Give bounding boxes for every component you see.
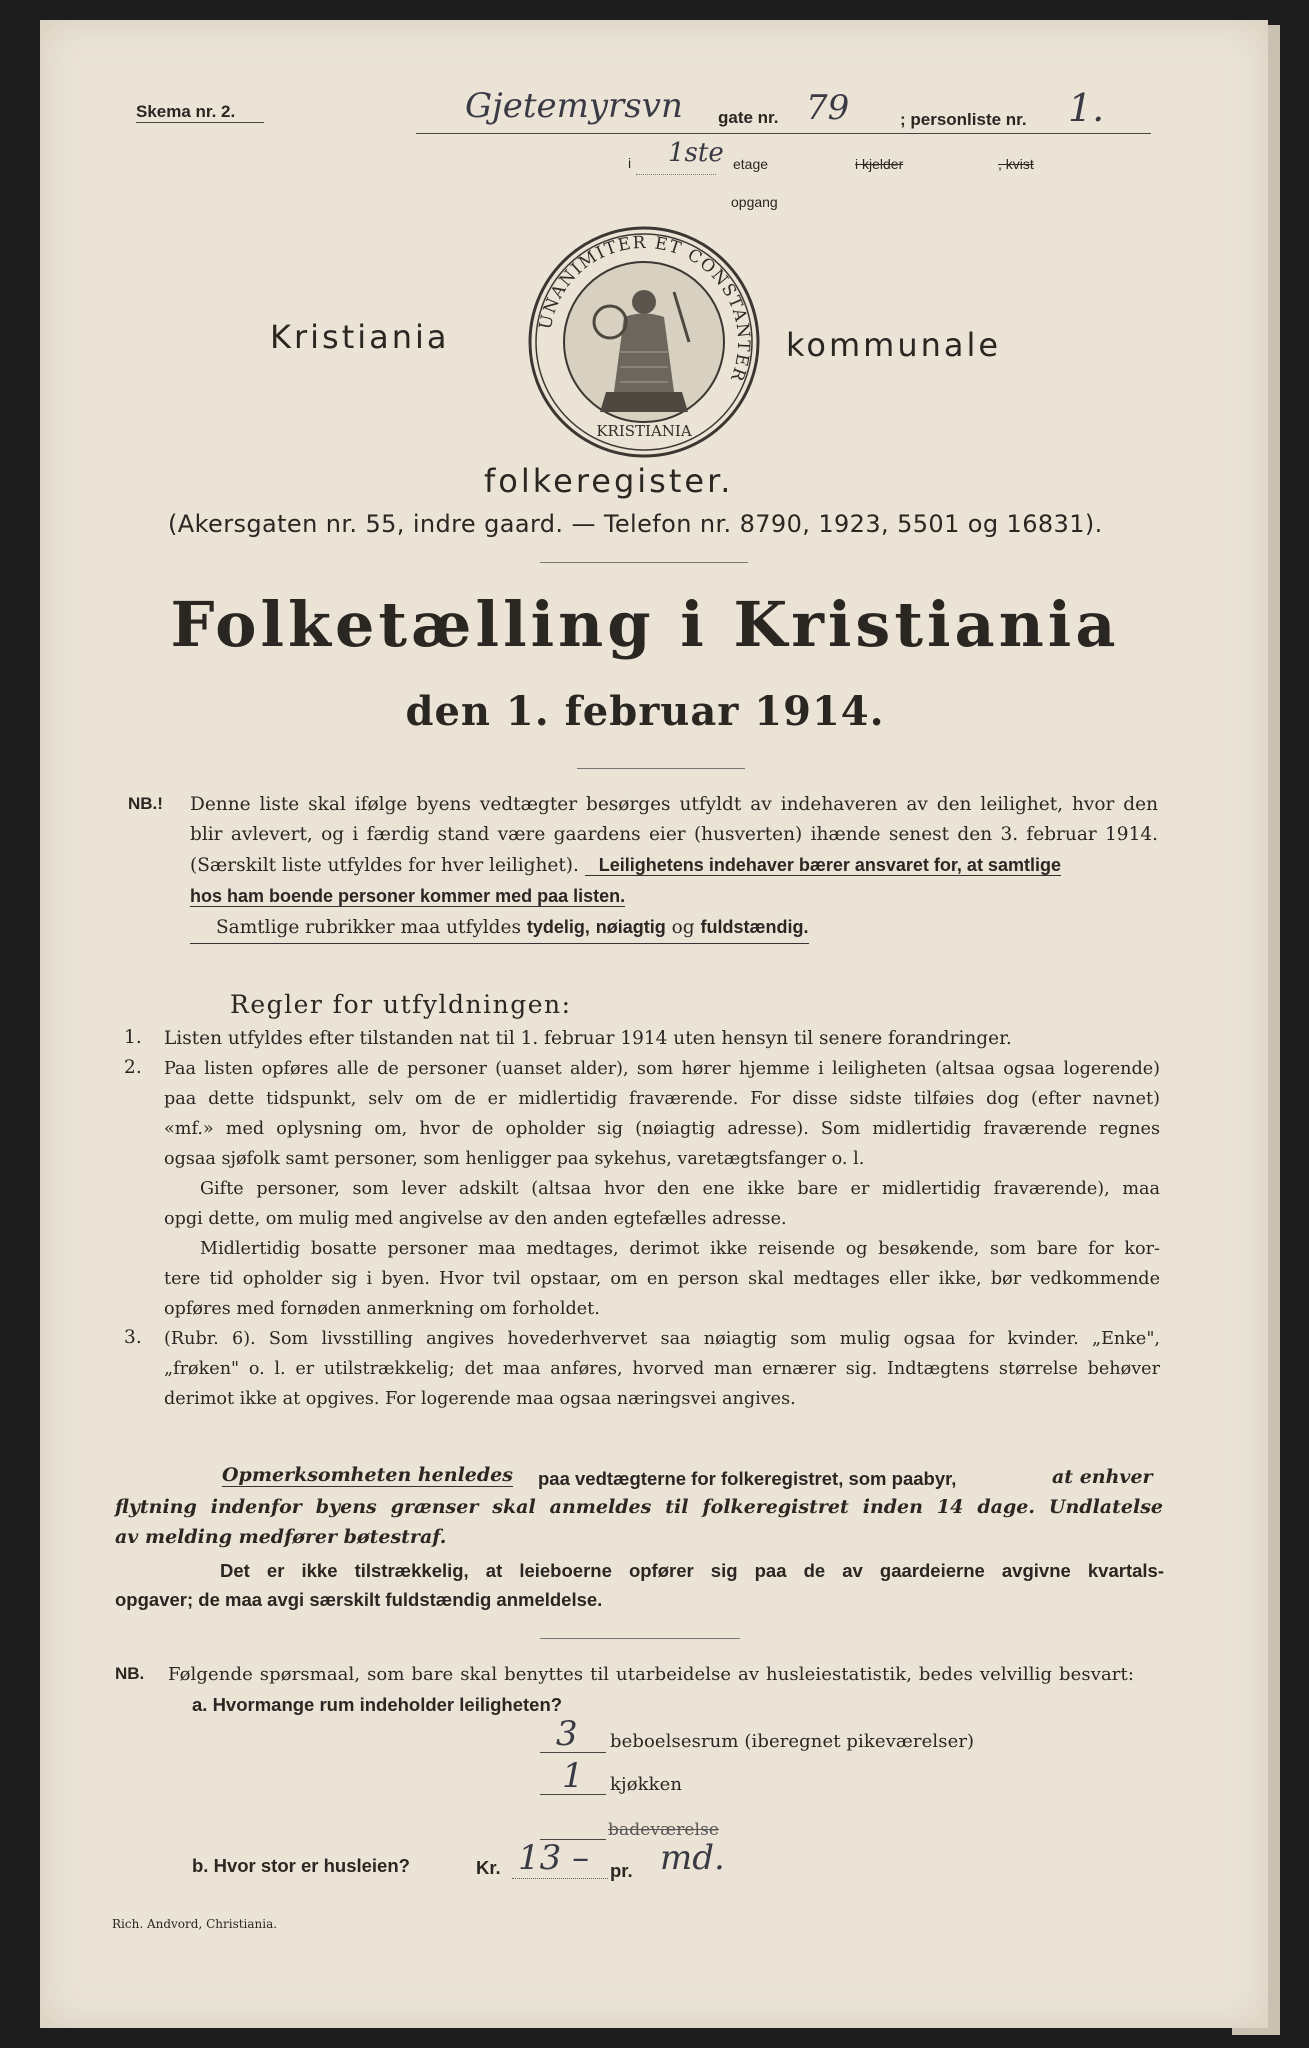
rooms-value-handwritten: 3 (556, 1714, 578, 1754)
nb-label: NB.! (128, 794, 163, 813)
floor-prefix: i (628, 155, 632, 171)
kristiania-city-seal-icon (524, 222, 764, 462)
rent-underline (512, 1878, 608, 1879)
question-b: b. Hvor stor er husleien? (192, 1855, 410, 1876)
rent-value-handwritten: 13 – (518, 1838, 590, 1878)
nb-tydelig: tydelig, (526, 917, 590, 937)
rule-1-line-1: Listen utfyldes efter tilstanden nat til 1. februar 1914 uten hensyn til senere forandringer. (164, 1028, 1012, 1049)
floor-underline (636, 174, 716, 175)
rule-3-number: 3. (124, 1327, 142, 1348)
rule-2-line-2: paa dette tidspunkt, selv om de er midlertidig fraværende. For disse sidste tilføies dog (efter navnet) (164, 1089, 1160, 1109)
gate-number-handwritten: 79 (806, 88, 850, 128)
kristiania-word: Kristiania (270, 318, 450, 356)
rule-2-line-4: ogsaa sjøfolk samt personer, som henligger paa sykehus, varetægtsfanger o. l. (164, 1149, 865, 1169)
nb-line-3: (Særskilt liste utfyldes for hver leilighet). (190, 855, 579, 876)
kitchen-label: kjøkken (610, 1774, 683, 1795)
header-underline (416, 133, 1151, 134)
rule-3-text (164, 1324, 1160, 1414)
attention-line-3: av melding medfører bøtestraf. (115, 1526, 447, 1548)
printer-imprint: Rich. Andvord, Christiania. (112, 1917, 278, 1931)
personliste-number-handwritten: 1. (1068, 86, 1105, 130)
rule-1-text (164, 1024, 1156, 1054)
rule-2-number: 2. (124, 1057, 142, 1078)
seal-ring-text: UNANIMITER ET CONSTANTER (535, 232, 754, 385)
nb-responsibility-text: Leilighetens indehaver bærer ansvaret for, at samtlige (585, 855, 1061, 876)
question-a: a. Hvormange rum indeholder leiligheten? (192, 1694, 563, 1715)
skema-number: Skema nr. 2. (136, 102, 236, 121)
nb-line-2: blir avlevert, og i færdig stand være gaardens eier (husverten) ihænde senest den 3. februar 1914. (190, 824, 1158, 845)
attention-lead: Opmerksomheten henledes (222, 1464, 513, 1486)
bathroom-label-struck: badeværelse (608, 1820, 720, 1840)
form-date: den 1. februar 1914. (405, 688, 885, 735)
kr-label: Kr. (476, 1857, 501, 1878)
rule-1-number: 1. (124, 1027, 142, 1048)
nb2-text: Følgende spørsmaal, som bare skal benyttes til utarbeidelse av husleiestatistik, bedes velvillig besvart: (168, 1664, 1134, 1685)
rule-2-line-9: opføres med fornøden anmerkning om forholdet. (164, 1299, 600, 1319)
rooms-underline (540, 1752, 606, 1753)
attention-line-5: opgaver; de maa avgi særskilt fuldstændig anmeldelse. (115, 1589, 603, 1610)
seal-bottom-text: KRISTIANIA (596, 422, 692, 440)
nb-notice-text (190, 790, 1158, 944)
attention-line-2: flytning indenfor byens grænser skal anmeldes til folkeregistret inden 14 dage. Undlatelse (115, 1496, 1163, 1518)
per-label: pr. (610, 1860, 633, 1881)
divider-2 (577, 768, 745, 769)
attention-enhver: at enhver (1052, 1466, 1153, 1488)
gate-label: gate nr. (718, 108, 779, 127)
kommunale-word: kommunale (786, 326, 1002, 364)
folkeregister-word: folkeregister. (484, 462, 734, 500)
street-name-handwritten: Gjetemyrsvn (465, 86, 683, 126)
opgang-label: opgang (731, 194, 778, 210)
rule-2-text (164, 1054, 1160, 1324)
personliste-label: ; personliste nr. (900, 110, 1027, 129)
nb-noiagtig: nøiagtig (595, 917, 666, 937)
divider-3 (540, 1638, 740, 1639)
form-title: Folketælling i Kristiania (170, 588, 1120, 661)
rule-2-line-1: Paa listen opføres alle de personer (uanset alder), som hører hjemme i leiligheten (altsaa ogsaa logerende) (164, 1059, 1160, 1079)
rules-heading: Regler for utfyldningen: (230, 990, 572, 1019)
nb-responsibility-text-2: hos ham boende personer kommer med paa listen. (190, 886, 626, 906)
rule-2-line-8: tere tid opholder sig i byen. Hvor tvil opstaar, om en person skal medtages eller ikke, bør vedkommende (164, 1269, 1160, 1289)
rule-2-line-3: «mf.» med oplysning om, hvor de opholder sig (nøiagtig adresse). Som midlertidig fraværende regnes (164, 1119, 1160, 1139)
nb-line-1: Denne liste skal ifølge byens vedtægter besørges utfyldt av indehaveren av den leilighet, hvor den (190, 794, 1158, 815)
office-address: (Akersgaten nr. 55, indre gaard. — Telefon nr. 8790, 1923, 5501 og 16831). (168, 510, 1103, 538)
nb2-label: NB. (115, 1664, 145, 1683)
floor-handwritten: 1ste (668, 138, 724, 168)
rule-3-line-2: „frøken" o. l. er utilstrækkelig; det maa anføres, hvorved man ernærer sig. Indtægtens størrelse behøver (164, 1359, 1160, 1379)
rule-2-line-6: opgi dette, om mulig med angivelse av den anden egtefælles adresse. (164, 1209, 787, 1229)
nb-og: og (671, 917, 695, 938)
rule-3-line-1: (Rubr. 6). Som livsstilling angives hovederhvervet saa nøiagtig som mulig ogsaa for kvinder. „Enke", (164, 1329, 1160, 1349)
rooms-label: beboelsesrum (iberegnet pikeværelser) (610, 1731, 975, 1752)
rule-2-line-7: Midlertidig bosatte personer maa medtages, derimot ikke reisende og besøkende, som bare for kor- (200, 1239, 1160, 1259)
per-value-handwritten: md. (660, 1838, 725, 1878)
kitchen-underline (540, 1794, 606, 1795)
kjelder-label: i kjelder (855, 156, 904, 172)
attention-line-4: Det er ikke tilstrækkelig, at leieboerne opfører sig paa de av gaardeierne avgivne kvartals- (220, 1560, 1164, 1581)
etage-label: etage (733, 156, 769, 172)
kvist-label: , kvist (998, 156, 1034, 172)
kitchen-value-handwritten: 1 (562, 1756, 584, 1796)
divider-1 (540, 562, 748, 563)
nb-all-fields-text: Samtlige rubrikker maa utfyldes (216, 917, 521, 938)
rule-3-line-3: derimot ikke at opgives. For logerende maa ogsaa næringsvei angives. (164, 1389, 796, 1409)
attention-line-1: paa vedtægterne for folkeregistret, som paabyr, (538, 1468, 957, 1489)
rule-2-line-5: Gifte personer, som lever adskilt (altsaa hvor den ene ikke bare er midlertidig fraværende), maa (200, 1179, 1160, 1199)
skema-underline (136, 122, 264, 123)
nb-fuldstaendig: fuldstændig. (700, 917, 809, 937)
